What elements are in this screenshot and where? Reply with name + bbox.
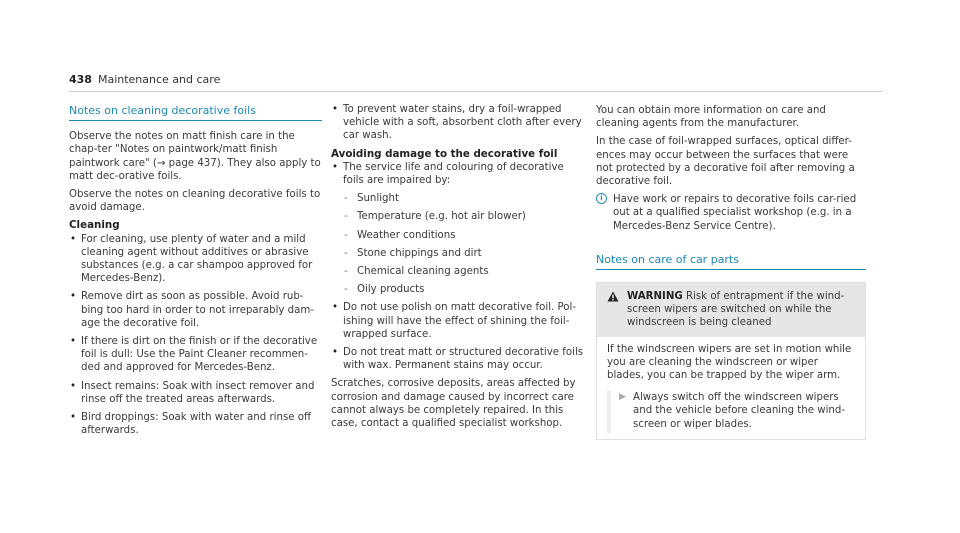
dash-mark: - — [344, 284, 348, 296]
dash-item — [343, 210, 584, 223]
list-item: • Remove dirt as soon as possible. Avoid rub-bing too hard in order to not irreparably dam-age the decorative foil. — [69, 290, 322, 330]
paragraph-more-info: You can obtain more information on care and cleaning agents from the manufacturer. — [596, 105, 826, 130]
dash-item — [343, 265, 584, 278]
action-item — [607, 391, 855, 431]
dash-item — [343, 192, 584, 205]
dash-item — [343, 229, 584, 242]
paragraph-avoid-damage: Observe the notes on cleaning decorative foils to avoid damage. — [69, 189, 321, 214]
warning-body — [597, 337, 865, 439]
dash-item-text: Weather conditions — [357, 229, 456, 241]
dash-item-text: Chemical cleaning agents — [357, 266, 489, 278]
dash-mark: - — [344, 211, 348, 223]
list-item: • Insect remains: Soak with insect remover and rinse off the treated areas afterwards. — [69, 380, 322, 406]
warning-description: If the windscreen wipers are set in motion while you are cleaning the windscreen or wiper blades, you can be trapped by the wiper arm. — [607, 343, 852, 382]
dash-mark: - — [344, 229, 348, 241]
column-right — [596, 104, 866, 440]
page-number: 438 — [69, 73, 92, 86]
arrow-right-icon: ▶ — [619, 392, 626, 403]
page-header — [69, 73, 882, 92]
dash-item-text: Temperature (e.g. hot air blower) — [357, 211, 526, 223]
dash-item — [343, 247, 584, 260]
heading-decorative-foils: Notes on cleaning decorative foils — [69, 104, 322, 121]
warning-label: WARNING — [627, 291, 683, 303]
list-item: • Do not use polish on matt decorative foil. Pol-ishing will have the effect of shining the foil-wrapped surface. — [331, 301, 584, 341]
section-title: Maintenance and care — [97, 73, 221, 86]
list-item: • Bird droppings: Soak with water and rinse off afterwards. — [69, 411, 322, 437]
dash-mark: - — [344, 247, 348, 259]
paragraph-optical-differences: In the case of foil-wrapped surfaces, optical differ-ences may occur between the surfaces that were not protected by a decorative foil after removing a decorative foil. — [596, 136, 855, 188]
warning-text: Risk of entrapment if the wind-screen wipers are switched on while the windscreen is being cleaned — [627, 291, 845, 329]
dash-item — [343, 283, 584, 296]
list-item: • To prevent water stains, dry a foil-wrapped vehicle with a soft, absorbent cloth after every car wash. — [331, 103, 584, 143]
warning-triangle-icon — [607, 291, 619, 302]
cleaning-list — [69, 233, 322, 438]
note-block — [596, 193, 866, 233]
list-item — [331, 161, 584, 297]
paragraph-scratches: Scratches, corrosive deposits, areas affected by corrosion and damage caused by incorrect care cannot always be completely repaired. In this case, contact a qualified specialist workshop. — [331, 378, 576, 430]
column-left — [69, 104, 322, 442]
list-item: • Do not treat matt or structured decorative foils with wax. Permanent stains may occur. — [331, 346, 584, 372]
water-stain-list — [331, 103, 584, 143]
heading-avoiding-damage: Avoiding damage to the decorative foil — [331, 147, 558, 160]
warning-box — [596, 282, 866, 440]
paragraph-matt-finish: Observe the notes on matt finish care in the chap-ter "Notes on paintwork/matt finish paintwork care" (→ page 437). They also apply to matt dec-orative foils. — [69, 131, 321, 182]
dash-item-text: Oily products — [357, 284, 425, 296]
warning-header — [597, 283, 865, 337]
list-item: • If there is dirt on the finish or if the decorative foil is dull: Use the Paint Cleaner recommen-ded and approved for Mercedes-Benz. — [69, 335, 322, 375]
dash-item-text: Sunlight — [357, 193, 399, 205]
dash-mark: - — [344, 193, 348, 205]
dash-mark: - — [344, 266, 348, 278]
action-bar — [607, 391, 611, 433]
note-text: Have work or repairs to decorative foils car-ried out at a qualified specialist workshop (e.g. in a Mercedes-Benz Service Centre). — [613, 194, 857, 232]
list-item-text: The service life and colouring of decorative foils are impaired by: — [343, 161, 564, 187]
column-middle — [331, 103, 584, 435]
heading-cleaning: Cleaning — [69, 219, 120, 232]
dash-item-text: Stone chippings and dirt — [357, 247, 482, 259]
info-icon: i — [596, 193, 607, 204]
damage-list — [331, 161, 584, 373]
list-item: • For cleaning, use plenty of water and a mild cleaning agent without additives or abrasive substances (e.g. a car shampoo approved for Mercedes-Benz). — [69, 233, 322, 286]
action-text: Always switch off the windscreen wipers and the vehicle before cleaning the wind-screen or wiper blades. — [633, 392, 846, 430]
factor-list — [343, 192, 584, 296]
heading-care-car-parts: Notes on care of car parts — [596, 253, 866, 270]
